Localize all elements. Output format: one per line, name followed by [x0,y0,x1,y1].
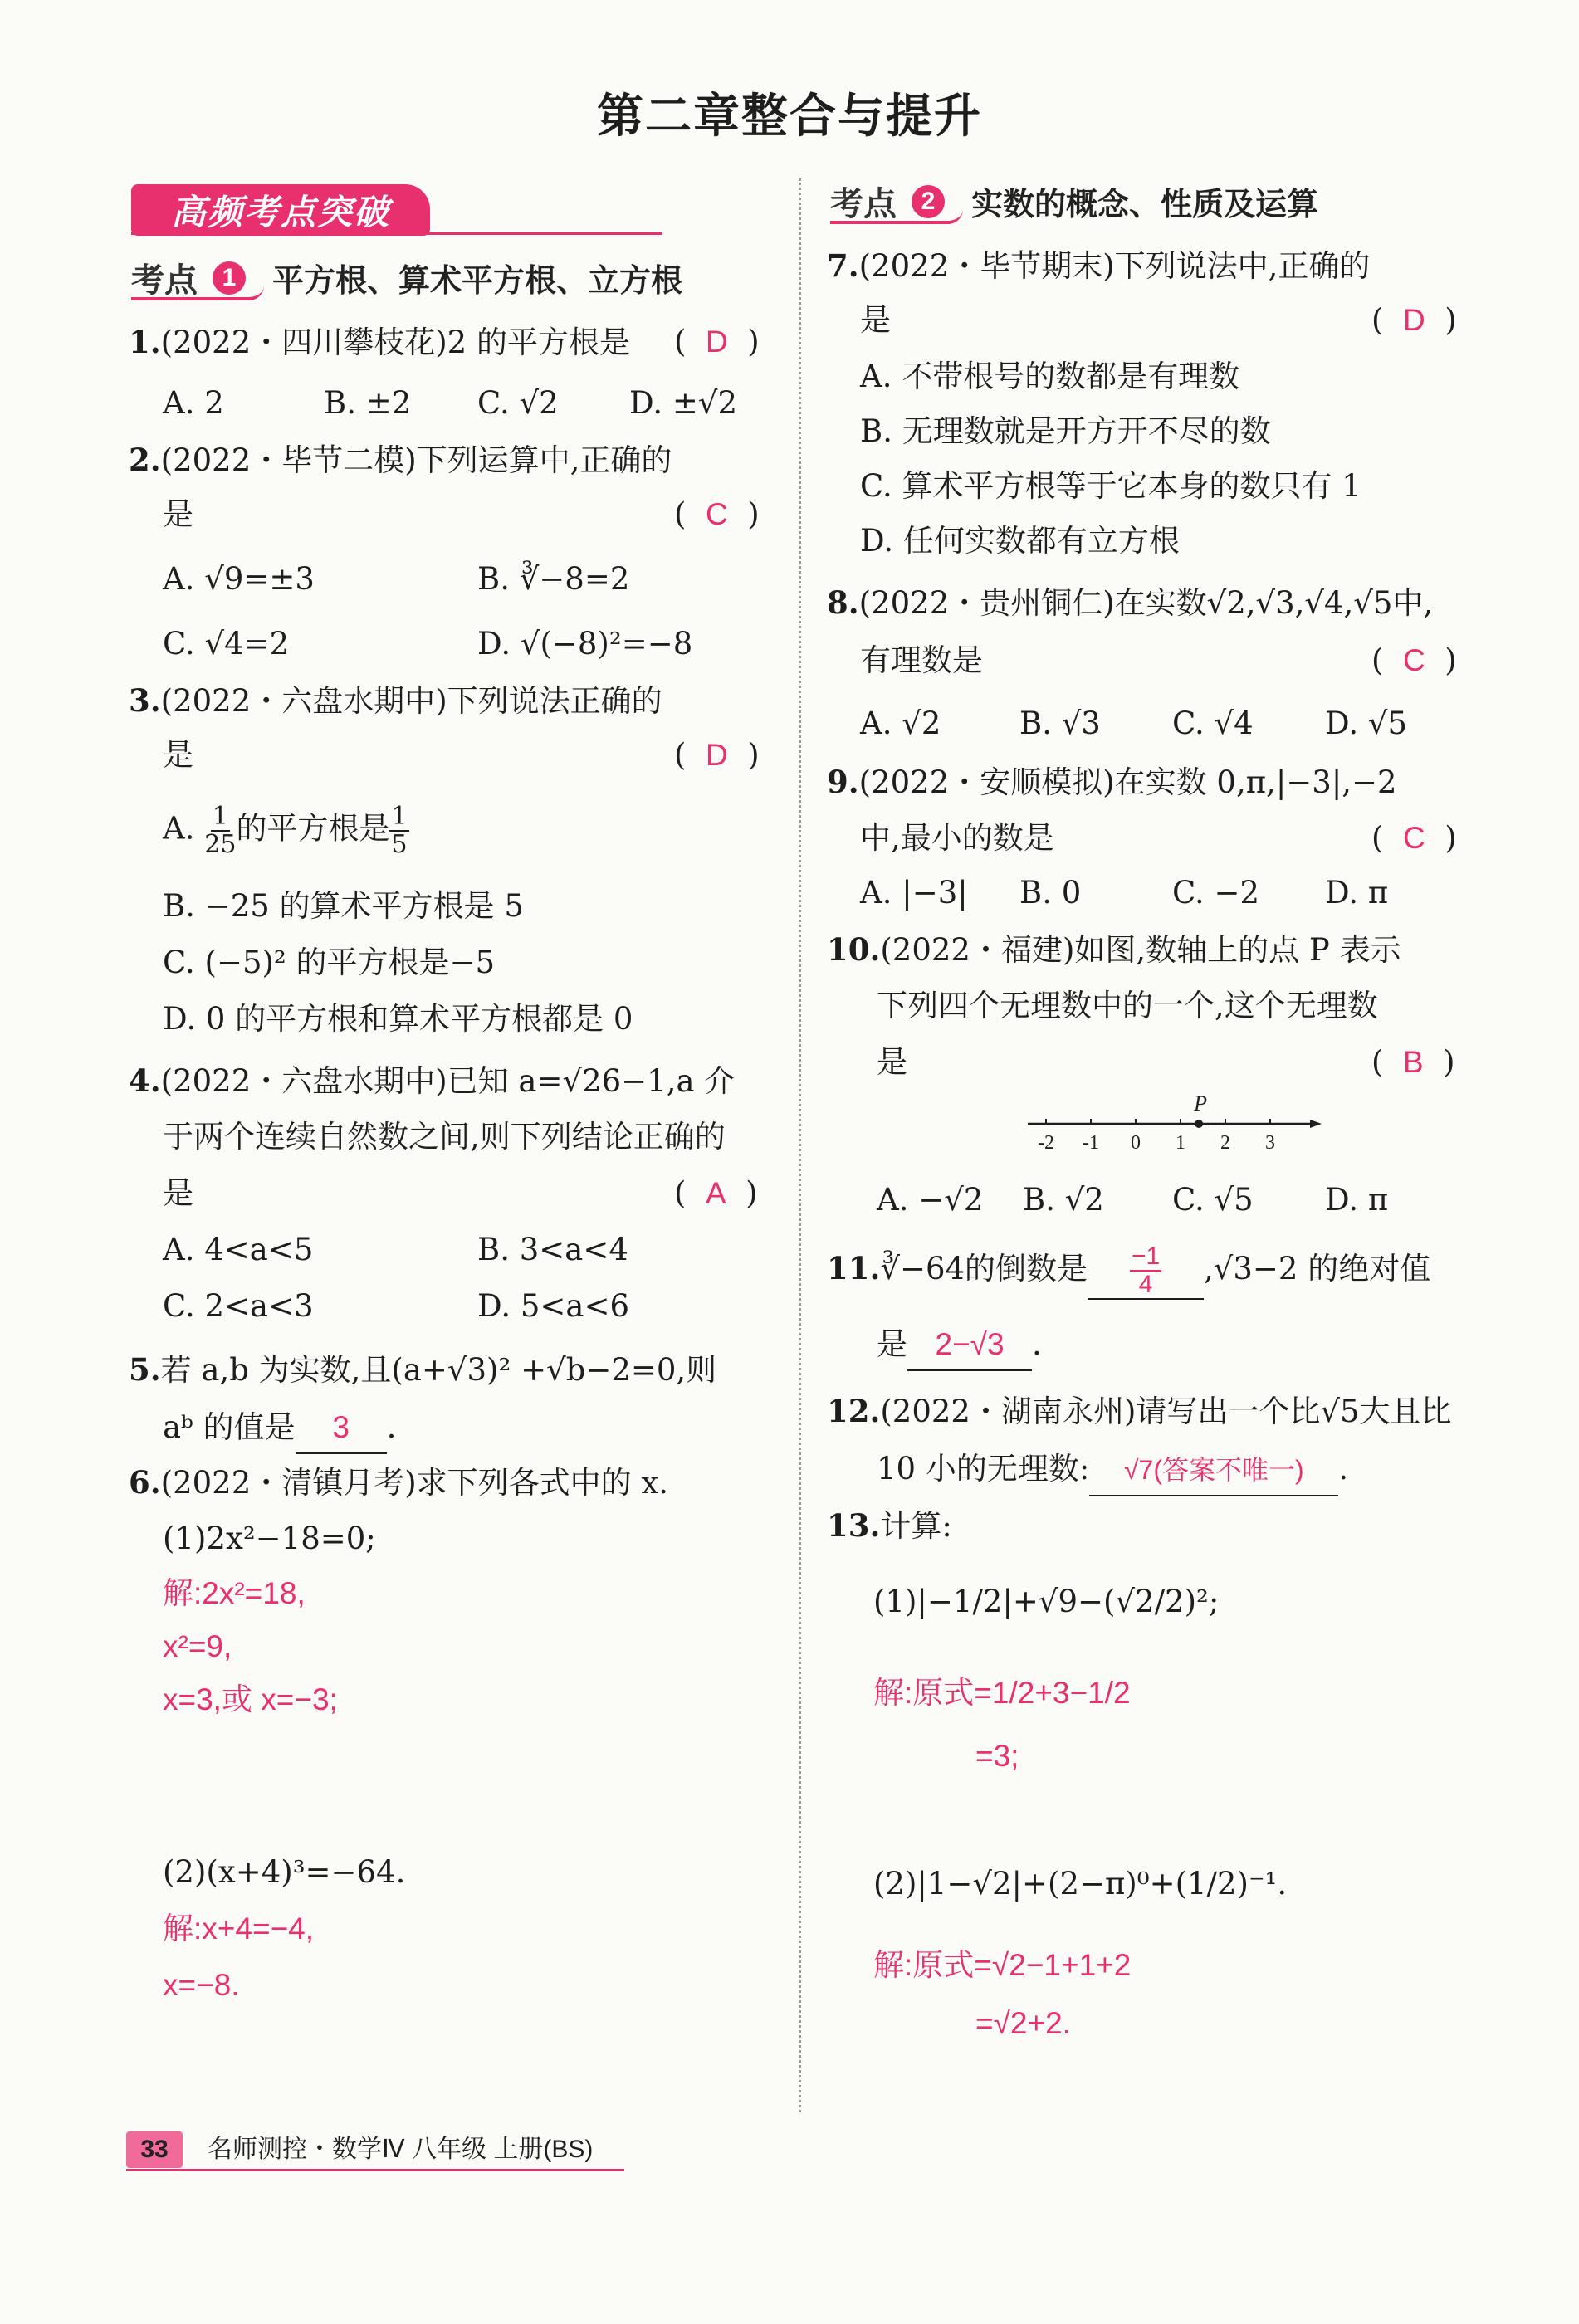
option-a: A. 2 [163,385,224,421]
option-d: D. √(−8)²=−8 [477,626,693,662]
question-text-line2: 下列四个无理数中的一个,这个无理数 [877,988,1378,1023]
option-c: C. 2<a<3 [163,1288,314,1324]
period: . [1338,1451,1349,1487]
numerator: 1 [212,802,228,831]
question-text: 计算: [880,1508,952,1544]
answer-choice: B [1402,1045,1424,1079]
question-4 [129,1056,735,1106]
option-d: D. 5<a<6 [477,1288,630,1324]
option-a: A. |−3| [860,875,968,911]
question-number: 3. [129,682,161,719]
axis-tick-label: -1 [1083,1132,1099,1154]
numerator: 1 [391,802,408,831]
fraction [389,803,408,858]
key-point-underline [830,209,963,224]
option-d: D. π [1325,1182,1389,1218]
key-point-title: 实数的概念、性质及运算 [971,188,1319,222]
question-11 [827,1243,1430,1300]
question-text: ,√3−2 的绝对值 [1204,1251,1431,1286]
question-text: (2022・清镇月考)求下列各式中的 x. [160,1465,669,1501]
question-text: (2022・安顺模拟)在实数 0,π,|−3|,−2 [858,764,1397,800]
question-1 [129,317,630,368]
question-text: (2022・贵州铜仁)在实数√2,√3,√4,√5中, [858,585,1434,621]
question-text: (2022・毕节期末)下列说法中,正确的 [858,248,1371,284]
option-c: C. −2 [1172,875,1260,911]
key-point-label: 考点 [131,262,198,299]
question-text-line2 [877,1320,1042,1371]
answer-paren: ( D ) [674,324,760,359]
question-2 [129,435,672,486]
question-text-line2: 中,最小的数是 [860,820,1054,856]
option-a: A. 4<a<5 [163,1232,314,1267]
option-c: C. 算术平方根等于它本身的数只有 1 [860,468,1361,504]
option-c: C. (−5)² 的平方根是−5 [163,945,496,980]
question-8 [827,578,1433,628]
sub-question-1: (1)2x²−18=0; [163,1521,376,1556]
axis-tick-label: 0 [1131,1132,1141,1154]
question-5 [129,1345,716,1395]
option-letter: A. [163,810,195,847]
fill-blank-answer: √7(答案不唯一) [1089,1445,1338,1496]
denominator: 25 [204,830,237,859]
page-number: 33 [126,2131,183,2168]
question-7 [827,241,1370,291]
question-text-line2 [163,1403,396,1454]
option-a: A. √9=±3 [163,561,315,597]
question-text: (2022・福建)如图,数轴上的点 P 表示 [880,932,1401,968]
period: . [1032,1326,1042,1362]
question-number: 2. [129,442,161,478]
option-d: D. 0 的平方根和算术平方根都是 0 [163,1001,633,1037]
question-text: (2022・六盘水期中)已知 a=√26−1,a 介 [160,1063,736,1099]
period: . [386,1409,397,1445]
number-line-figure [1021,1087,1337,1162]
option-b: B. √3 [1019,706,1101,741]
question-text: ∛−64的倒数是 [880,1251,1088,1286]
answer-paren: ( C ) [674,496,760,532]
answer-choice: D [705,738,728,772]
answer-paren: ( D ) [674,737,760,773]
option-b: B. ±2 [324,385,412,421]
question-12 [827,1386,1452,1437]
axis-tick-label: 3 [1265,1132,1275,1154]
question-text-line2: 有理数是 [860,642,983,678]
question-number: 6. [129,1464,161,1501]
question-text: 是 [877,1326,907,1362]
solution-line: 解:2x²=18, [163,1576,306,1610]
sub-question-2: (2)|1−√2|+(2−π)⁰+(1/2)⁻¹. [873,1866,1288,1902]
option-c: C. √2 [477,385,559,421]
question-text: (2022・四川攀枝花)2 的平方根是 [160,325,630,360]
solution-line: =3; [975,1739,1019,1773]
key-point-label: 考点 [830,186,897,222]
option-c: C. √4 [1172,706,1254,741]
question-text-line2: 是 [860,302,891,338]
question-number: 10. [827,931,881,968]
numerator: −1 [1131,1243,1161,1271]
footer-text: 名师测控・数学Ⅳ 八年级 上册(BS) [208,2136,594,2163]
axis-arrow [1310,1120,1322,1128]
question-number: 1. [129,324,161,360]
question-number: 9. [827,764,859,800]
question-text: (2022・湖南永州)请写出一个比√5大且比 [880,1394,1452,1429]
question-text-line2 [877,1444,1348,1496]
solution-line: =√2+2. [975,2006,1071,2040]
question-number: 8. [827,584,859,621]
question-text-line2: 是 [163,496,193,532]
denominator: 4 [1138,1271,1153,1299]
question-number: 7. [827,247,859,284]
option-a [163,803,409,858]
column-divider [799,178,801,2112]
option-d: D. √5 [1325,706,1407,741]
option-b: B. ∛−8=2 [477,561,630,597]
question-text-line2: 于两个连续自然数之间,则下列结论正确的 [163,1119,726,1155]
answer-paren: ( D ) [1371,302,1457,338]
question-text: (2022・毕节二模)下列运算中,正确的 [160,442,672,478]
option-d: D. 任何实数都有立方根 [860,523,1180,559]
fill-blank-answer: 2−√3 [907,1320,1032,1371]
axis-tick-label: 2 [1220,1132,1230,1154]
sub-question-1: (1)|−1/2|+√9−(√2/2)²; [873,1584,1220,1619]
option-d: D. ±√2 [629,385,737,421]
key-point-number: 2 [912,185,945,218]
fraction [1130,1243,1161,1298]
answer-paren: ( C ) [1371,820,1457,856]
answer-choice: A [705,1176,726,1210]
point-p-marker [1195,1120,1203,1128]
option-a: A. 不带根号的数都是有理数 [860,359,1240,394]
question-text: aᵇ 的值是 [163,1409,296,1445]
denominator: 5 [391,830,408,859]
question-text: 若 a,b 为实数,且(a+√3)² +√b−2=0,则 [160,1352,717,1388]
key-point-number: 1 [213,261,246,295]
question-number: 11. [827,1250,881,1286]
question-text-line3: 是 [163,1175,193,1211]
question-9 [827,757,1397,808]
question-text-line3: 是 [877,1044,907,1080]
answer-choice: D [1402,303,1425,337]
key-point-underline [131,286,264,300]
option-b: B. −25 的算术平方根是 5 [163,888,524,924]
key-point-title: 平方根、算术平方根、立方根 [272,264,683,299]
option-d: D. π [1325,875,1389,911]
option-b: B. √2 [1023,1182,1104,1218]
axis-tick-label: 1 [1176,1132,1185,1154]
question-text-line2: 是 [163,737,193,773]
answer-choice: C [1402,821,1425,855]
question-number: 4. [129,1062,161,1099]
solution-line: 解:原式=√2−1+1+2 [873,1948,1132,1982]
fill-blank-answer: 3 [296,1403,387,1454]
axis-tick-label: -2 [1038,1132,1054,1154]
answer-paren: ( B ) [1371,1044,1455,1080]
answer-choice: D [705,325,728,359]
fill-blank-answer [1088,1243,1204,1300]
answer-choice: C [705,497,728,531]
footer-underline [126,2169,624,2171]
option-b: B. 无理数就是开方开不尽的数 [860,413,1271,449]
solution-line: x²=9, [163,1629,232,1663]
question-6 [129,1457,668,1508]
solution-line: x=3,或 x=−3; [163,1682,338,1716]
question-number: 12. [827,1393,881,1429]
fraction [204,803,236,858]
point-p-label: P [1194,1091,1208,1116]
option-b: B. 0 [1019,875,1082,911]
question-13 [827,1501,952,1551]
solution-line: x=−8. [163,1968,240,2002]
answer-paren: ( C ) [1371,642,1457,678]
question-text: 10 小的无理数: [877,1451,1090,1487]
solution-line: 解:x+4=−4, [163,1911,315,1946]
question-text: (2022・六盘水期中)下列说法正确的 [160,683,662,719]
question-number: 13. [827,1507,881,1544]
question-10 [827,925,1401,975]
option-text: 的平方根是 [236,810,390,847]
page-title: 第二章整合与提升 [597,89,982,144]
question-3 [129,676,662,726]
option-c: C. √5 [1172,1182,1254,1218]
option-c: C. √4=2 [163,626,290,662]
option-a: A. √2 [860,706,941,741]
solution-line: 解:原式=1/2+3−1/2 [873,1676,1131,1710]
banner-underline [131,232,662,235]
sub-question-2: (2)(x+4)³=−64. [163,1854,406,1890]
question-number: 5. [129,1351,161,1388]
answer-choice: C [1402,643,1425,677]
option-a: A. −√2 [877,1182,984,1218]
section-banner: 高频考点突破 [131,184,430,236]
option-b: B. 3<a<4 [477,1232,628,1267]
answer-paren: ( A ) [674,1175,758,1211]
